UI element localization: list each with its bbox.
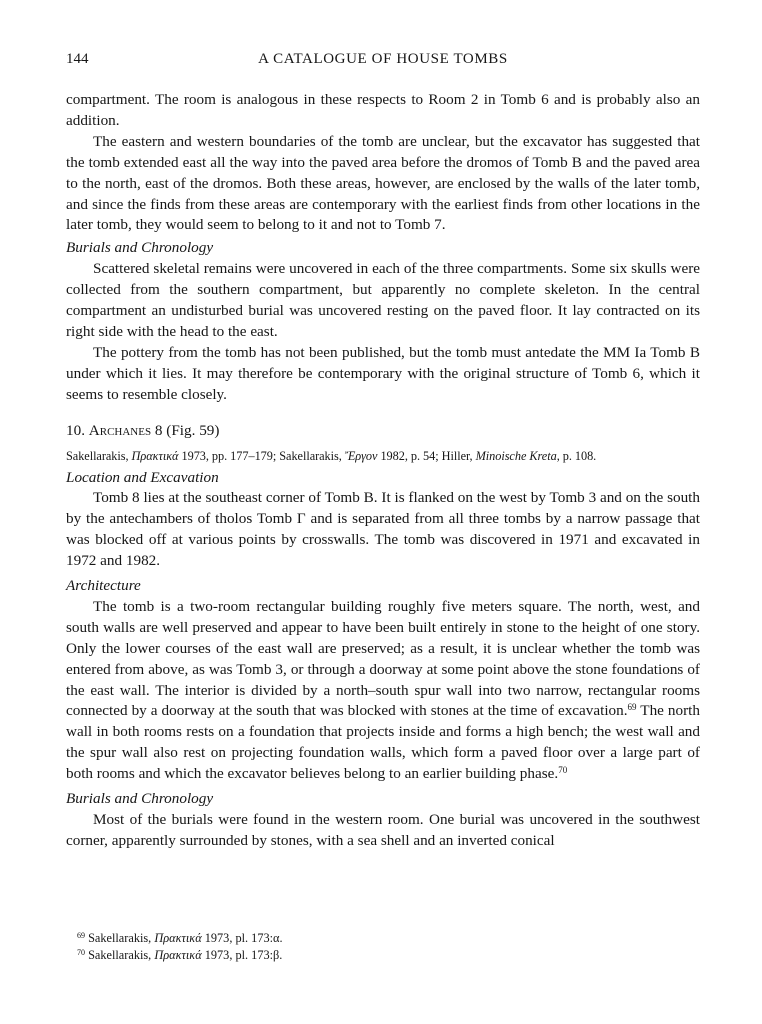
footnote-70: $^{70}$ Sakellarakis, Πρακτικά 1973, pl. 173:β. [77, 947, 283, 962]
running-header [66, 51, 700, 71]
footnote-ref-70[interactable]: 70 [558, 765, 568, 776]
section-heading-architecture: Architecture [66, 577, 141, 595]
page-number: 144 [66, 51, 89, 67]
section-heading-burials-2: Burials and Chronology [66, 790, 214, 808]
paragraph-boundaries: The eastern and western boundaries of the tomb are unclear, but the excavator has suggested that the tomb extended east all the way into the paved area before the dromos of Tomb B and the paved area to the north, east of the dromos. Both these areas, however, are enclosed by the walls of the later tomb, and since the finds from these areas are contemporary with the earliest finds from other locations in the later tomb, they would seem to belong to it and not to Tomb 7. [66, 132, 700, 234]
body-text [66, 90, 700, 852]
entry-site: Archanes [88, 421, 152, 439]
footnotes [77, 930, 283, 963]
catalogue-entry-title [66, 421, 700, 442]
entry-number: 10. [66, 421, 85, 439]
running-title: A CATALOGUE OF HOUSE TOMBS [258, 51, 508, 67]
footnote-ref-69[interactable]: 69 [627, 702, 637, 713]
paragraph-continuation: compartment. The room is analogous in these respects to Room 2 in Tomb 6 and is probably also an addition. [66, 91, 700, 129]
paragraph-architecture: The tomb is a two-room rectangular building roughly five meters square. The north, west, and south walls are well preserved and appear to have been built entirely in stone to the height of one story. Only the lower courses of the east wall are preserved; as a result, it is unclear whether the tomb was entered from above, as was Tomb 3, or through a doorway at some point above the stone foundations of the east wall. The interior is divided by a north–south spur wall into two narrow, rectangular rooms connected by a doorway at the south that was blocked with stones at the time of excavation.$^{69}$ The north wall in both rooms rests on a foundation that projects inside and forms a high bench; the west wall and the spur wall also rest on projecting foundation walls, which form a paved floor over a large part of both rooms and which the excavator believes belong to an earlier building phase.$^{70}$ [66, 597, 700, 783]
entry-bibliography: Sakellarakis, Πρακτικά 1973, pp. 177–179; Sakellarakis, Ἔργον 1982, p. 54; Hiller, Minoische Kreta, p. 108. [66, 448, 597, 463]
paragraph-burials-western-room: Most of the burials were found in the western room. One burial was uncovered in the southwest corner, apparently surrounded by stones, with a sea shell and an inverted conical [66, 811, 700, 849]
section-heading-location: Location and Excavation [66, 468, 219, 486]
paragraph-skeletal-remains: Scattered skeletal remains were uncovered in each of the three compartments. Some six skulls were collected from the southern compartment, but apparently no complete skeleton. In the central compartment an undisturbed burial was uncovered resting on the paved floor. It lay contracted on its right side with the head to the east. [66, 260, 700, 340]
section-heading-burials: Burials and Chronology [66, 239, 214, 257]
paragraph-location: Tomb 8 lies at the southeast corner of Tomb B. It is flanked on the west by Tomb 3 and on the south by the antechambers of tholos Tomb Γ and is separated from all three tombs by a narrow passage that was blocked off at various points by crosswalls. The tomb was discovered in 1971 and excavated in 1972 and 1982. [66, 489, 700, 570]
entry-figure-ref: 8 (Fig. 59) [151, 421, 220, 439]
paragraph-pottery: The pottery from the tomb has not been published, but the tomb must antedate the MM Ia Tomb B under which it lies. It may therefore be contemporary with the original structure of Tomb 6, which it seems to resemble closely. [66, 343, 700, 403]
footnote-69: $^{69}$ Sakellarakis, Πρακτικά 1973, pl. 173:α. [77, 931, 283, 945]
